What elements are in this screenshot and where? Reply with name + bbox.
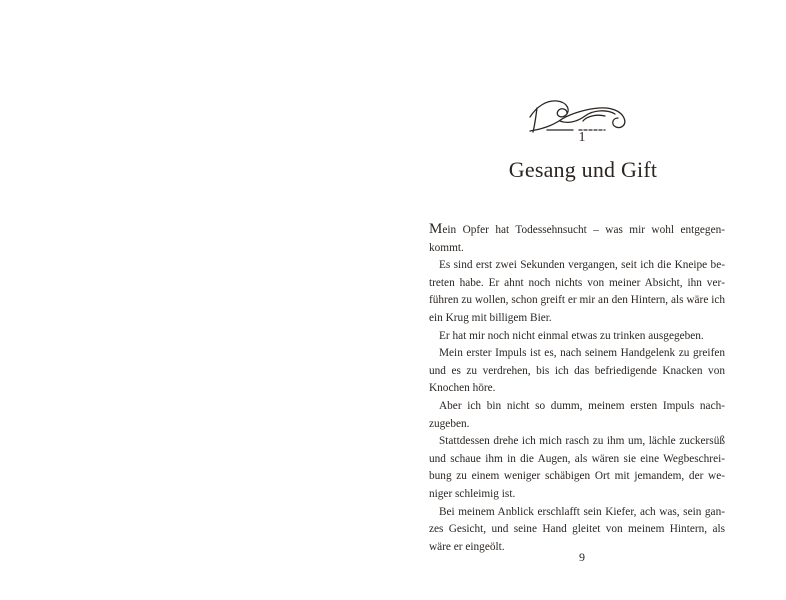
paragraph-6: Stattdessen drehe ich mich rasch zu ihm um, lächle zuckersüß und schaue ihm in die Augen, als wären sie eine Wegbeschreibung zu einem weniger schäbigen Ort mit jemandem, der weniger schleimig ist. [429,435,725,500]
page-number: 9 [579,550,585,564]
paragraph-3: Er hat mir noch nicht einmal etwas zu trinken ausgegeben. [439,329,704,342]
paragraph-4: Mein erster Impuls ist es, nach seinem Handgelenk zu greifen und es zu verdrehen, bis ich das befriedigende Knacken von Knochen höre. [429,347,725,395]
initial-letter: M [429,221,443,237]
chapter-number: 1 [578,130,586,145]
paragraph-5: Aber ich bin nicht so dumm, meinem ersten Impuls nachzugeben. [429,399,725,430]
paragraph-7: Bei meinem Anblick erschlafft sein Kiefer, ach was, sein ganzes Gesicht, und seine Hand gleitet von meinem Hintern, als wäre er eingeölt. [429,505,725,553]
chapter-title: Gesang und Gift [508,157,658,182]
paragraph-1-text: ein Opfer hat Todessehnsucht – was mir wohl entgegenkommt. [429,224,725,254]
paragraph-1 [429,222,725,257]
chapter-body-text [429,222,725,556]
paragraph-2: Es sind erst zwei Sekunden vergangen, seit ich die Kneipe betreten habe. Er ahnt noch nichts von meiner Absicht, ihn verführen zu wollen, schon greift er mir an den Hintern, als wäre ich ein Krug mit billigem Bier. [429,259,725,324]
